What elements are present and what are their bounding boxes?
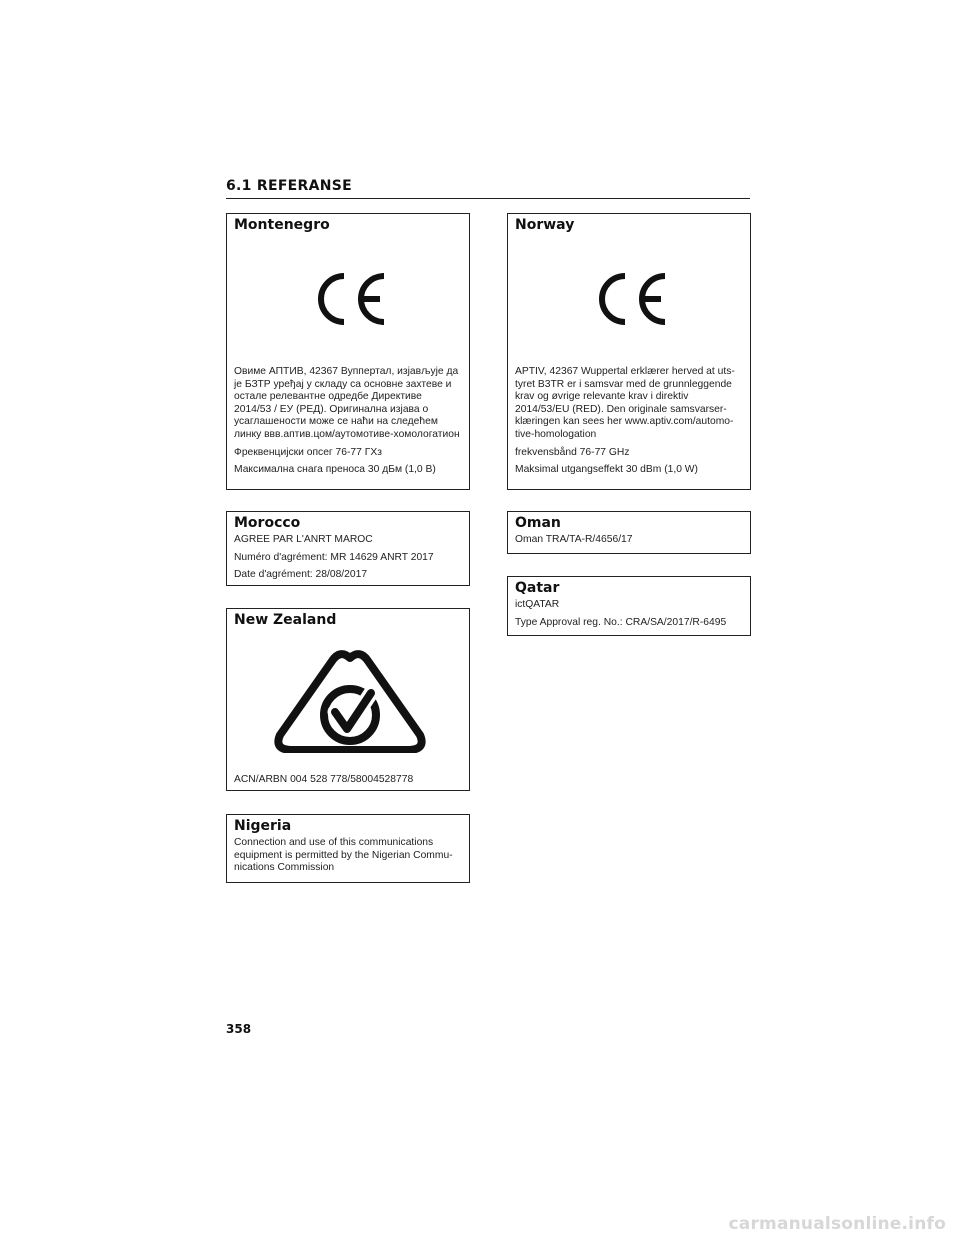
new-zealand-box [226,608,470,791]
oman-box [507,511,751,554]
page-number: 358 [226,1022,252,1036]
qatar-line: ictQATAR [515,599,560,610]
oman-title: Oman [515,515,561,531]
rcm-compliance-mark-icon [273,649,427,753]
norway-declaration-line: krav og øvrige relevante krav i direktiv [515,391,689,403]
qatar-box [507,576,751,636]
norway-box [507,213,751,490]
nigeria-box [226,814,470,883]
morocco-line: Numéro d'agrément: MR 14629 ANRT 2017 [234,551,434,563]
norway-power: Maksimal utgangseffekt 30 dBm (1,0 W) [515,464,698,476]
morocco-line: Date d'agrément: 28/08/2017 [234,569,368,581]
oman-line: Oman TRA/TA-R/4656/17 [515,534,633,545]
montenegro-declaration-line: остале релевантне одредбе Директиве [234,391,422,403]
norway-frequency: frekvensbånd 76-77 GHz [515,446,630,458]
norway-declaration-line: tyret B3TR er i samsvar med de grunnleggende [515,378,732,390]
new-zealand-title: New Zealand [234,612,337,628]
qatar-line: Type Approval reg. No.: CRA/SA/2017/R-6495 [515,616,727,628]
section-divider [226,198,750,199]
new-zealand-number: ACN/ARBN 004 528 778/58004528778 [234,774,414,785]
montenegro-declaration-line: Овиме АПТИВ, 42367 Вуппертал, изјављује да [234,366,459,377]
montenegro-box [226,213,470,490]
montenegro-frequency: Фреквенцијски опсег 76-77 ГХз [234,446,382,458]
norway-declaration-line: 2014/53/EU (RED). Den originale samsvarser- [515,403,727,415]
qatar-title: Qatar [515,580,560,596]
montenegro-declaration-line: усаглашености може се наћи на следећем [234,416,438,428]
nigeria-line: Connection and use of this communications [234,837,434,848]
nigeria-line: nications Commission [234,862,335,874]
montenegro-title: Montenegro [234,217,330,233]
morocco-box [226,511,470,586]
watermark: carmanualsonline.info [728,1214,946,1234]
norway-title: Norway [515,217,575,233]
section-title: 6.1 REFERANSE [226,178,353,194]
montenegro-power: Максимална снага преноса 30 дБм (1,0 В) [234,464,436,476]
montenegro-declaration-line: линку ввв.аптив.цом/аутомотиве-хомологатион [234,428,460,440]
norway-declaration-line: APTIV, 42367 Wuppertal erklærer herved at uts- [515,366,735,377]
nigeria-title: Nigeria [234,818,292,834]
morocco-title: Morocco [234,515,301,531]
ce-mark-icon [591,270,669,328]
ce-mark-icon [310,270,388,328]
montenegro-declaration-line: 2014/53 / ЕУ (РЕД). Оригинална изјава о [234,403,429,415]
nigeria-line: equipment is permitted by the Nigerian Commu- [234,849,453,861]
norway-declaration-line: klæringen kan sees her www.aptiv.com/automo- [515,416,734,428]
morocco-line: AGREE PAR L'ANRT MAROC [234,534,373,545]
montenegro-declaration-line: је БЗТР уређај у складу са основне захтеве и [234,378,452,390]
norway-declaration-line: tive-homologation [515,428,597,440]
